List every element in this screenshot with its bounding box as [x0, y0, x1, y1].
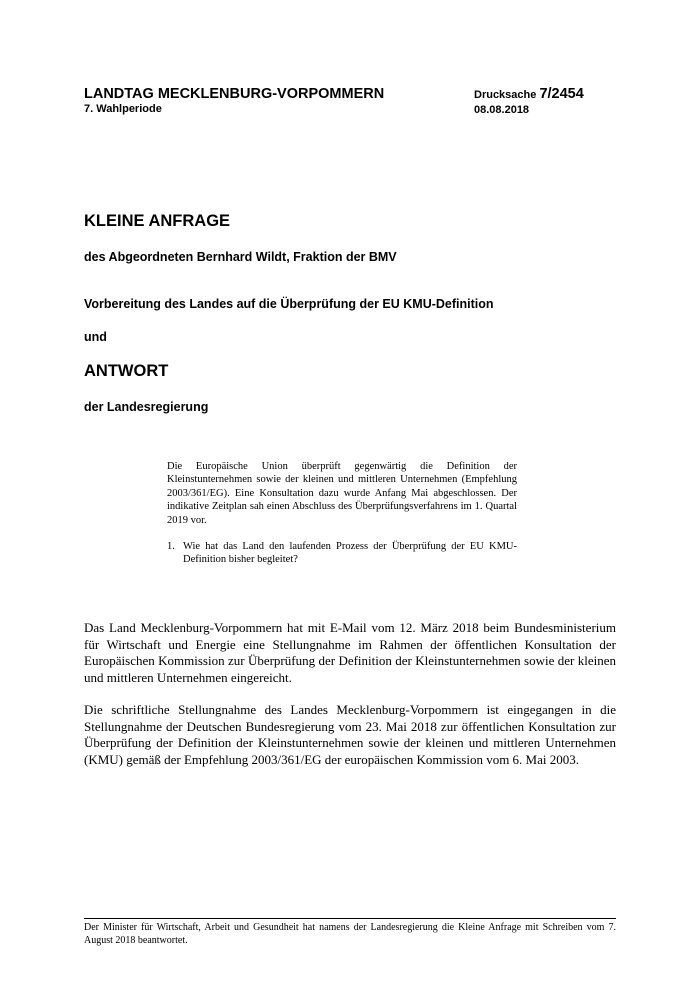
question-number: 1. [167, 541, 175, 553]
parliament-name: LANDTAG MECKLENBURG-VORPOMMERN [84, 86, 385, 102]
answer-paragraph: Das Land Mecklenburg-Vorpommern hat mit E-Mail vom 12. März 2018 beim Bundesministerium für Wirtschaft und Energie eine Stellungnahme im Rahmen der öffentlichen Konsultation der Europäischen Kommission zur Überprüfung der Definition der Kleinstunternehmen sowie der kleinen und mittleren Unternehmen eingereicht. [84, 620, 616, 685]
kleine-anfrage-heading: KLEINE ANFRAGE [84, 212, 231, 230]
question-item [167, 540, 517, 567]
author-line: des Abgeordneten Bernhard Wildt, Fraktion der BMV [84, 250, 397, 264]
responder-line: der Landesregierung [84, 400, 209, 414]
question-preamble: Die Europäische Union überprüft gegenwärtig die Definition der Kleinstunternehmen sowie der kleinen und mittleren Unternehmen (Empfehlung 2003/361/EG). Eine Konsultation dazu wurde Anfang Mai abgeschlossen. Der indikative Zeitplan sah einen Abschluss des Überprüfungsverfahrens im 1. Quartal 2019 vor. [167, 461, 517, 526]
drucksache-line [474, 86, 584, 103]
subject-line: Vorbereitung des Landes auf die Überprüfung der EU KMU-Definition [84, 297, 494, 311]
footnote: Der Minister für Wirtschaft, Arbeit und Gesundheit hat namens der Landesregierung die Kleine Anfrage mit Schreiben vom 7. August 2018 beantwortet. [84, 922, 616, 946]
legislative-period: 7. Wahlperiode [84, 103, 162, 115]
antwort-heading: ANTWORT [84, 362, 169, 380]
question-text: Wie hat das Land den laufenden Prozess der Überprüfung der EU KMU-Definition bisher begleitet? [183, 541, 517, 566]
drucksache-number: 7/2454 [539, 86, 584, 102]
document-header-left [84, 86, 384, 116]
answer-paragraph: Die schriftliche Stellungnahme des Landes Mecklenburg-Vorpommern ist eingegangen in die Stellungnahme der Deutschen Bundesregierung vom 23. Mai 2018 zur öffentlichen Konsultation zur Überprüfung der Definition der Kleinstunternehmen sowie der kleinen und mittleren Unternehmen (KMU) gemäß der Empfehlung 2003/361/EG der europäischen Kommission vom 6. Mai 2003. [84, 702, 616, 767]
drucksache-label: Drucksache [474, 89, 537, 101]
document-header-right [474, 86, 584, 117]
question-block [167, 460, 517, 567]
document-date: 08.08.2018 [474, 104, 530, 116]
und-line: und [84, 330, 107, 344]
footnote-divider [84, 918, 616, 919]
